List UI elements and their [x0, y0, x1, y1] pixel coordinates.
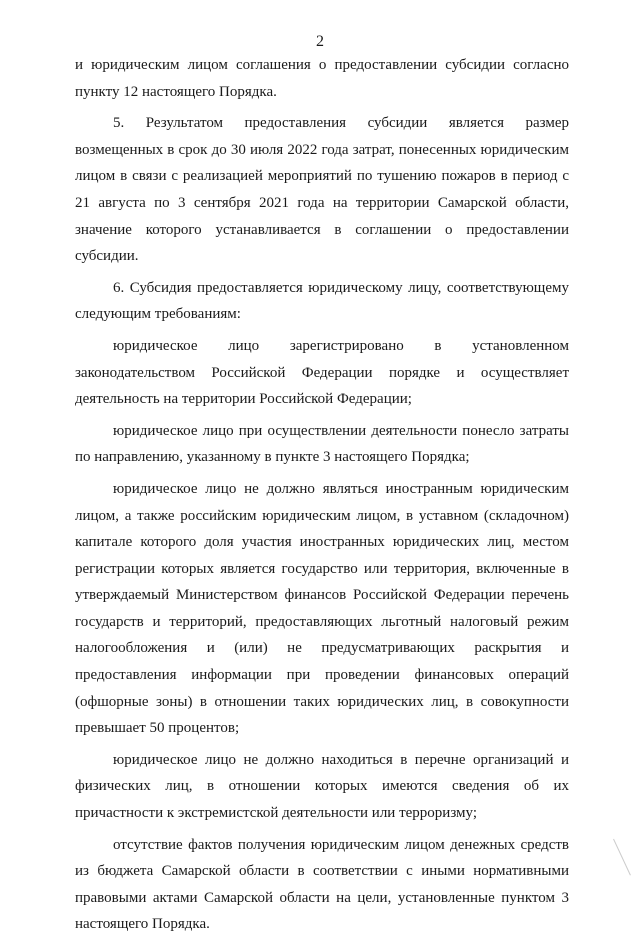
document-body [75, 52, 569, 938]
page-number: 2 [316, 33, 324, 50]
paragraph-requirement-foreign-entity: юридическое лицо не должно являться иностранным юридическим лицом, а также российским юридическим лицом, в уставном (складочном) капитале которого доля участия иностранных юридических лиц, местом регистрации которых является государство или территория, включенные в утверждаемый Министерством финансов Российской Федерации перечень государств и территорий, предоставляющих льготный налоговый режим налогообложения и (или) не предусматривающих раскрытия и предоставления информации при проведении финансовых операций (офшорные зоны) в отношении таких юридических лиц, в совокупности превышает 50 процентов; [75, 480, 569, 737]
paragraph-requirement-registration: юридическое лицо зарегистрировано в установленном законодательством Российской Федерации порядке и осуществляет деятельность на территории Российской Федерации; [75, 337, 569, 408]
paragraph-continuation: и юридическим лицом соглашения о предоставлении субсидии согласно пункту 12 настоящего Порядка. [75, 57, 569, 100]
paragraph-requirement-no-other-funds: отсутствие фактов получения юридическим лицом денежных средств из бюджета Самарской области в соответствии с иными нормативными правовыми актами Самарской области на цели, установленные пунктом 3 настоящего Порядка. [75, 836, 569, 933]
scan-edge-mark [613, 835, 640, 876]
paragraph-requirement-expenses: юридическое лицо при осуществлении деятельности понесло затраты по направлению, указанному в пункте 3 настоящего Порядка; [75, 422, 569, 466]
paragraph-item-6-requirements: 6. Субсидия предоставляется юридическому лицу, соответствующему следующим требованиям: [75, 279, 569, 323]
paragraph-item-5-result: 5. Результатом предоставления субсидии является размер возмещенных в срок до 30 июля 2022 года затрат, понесенных юридическим лицом в связи с реализацией мероприятий по тушению пожаров в период с 21 августа по 3 сентября 2021 года на территории Самарской области, значение которого устанавливается в соглашении о предоставлении субсидии. [75, 115, 569, 265]
paragraph-requirement-extremism-list: юридическое лицо не должно находиться в перечне организаций и физических лиц, в отношении которых имеются сведения об их причастности к экстремистской деятельности или терроризму; [75, 751, 569, 822]
